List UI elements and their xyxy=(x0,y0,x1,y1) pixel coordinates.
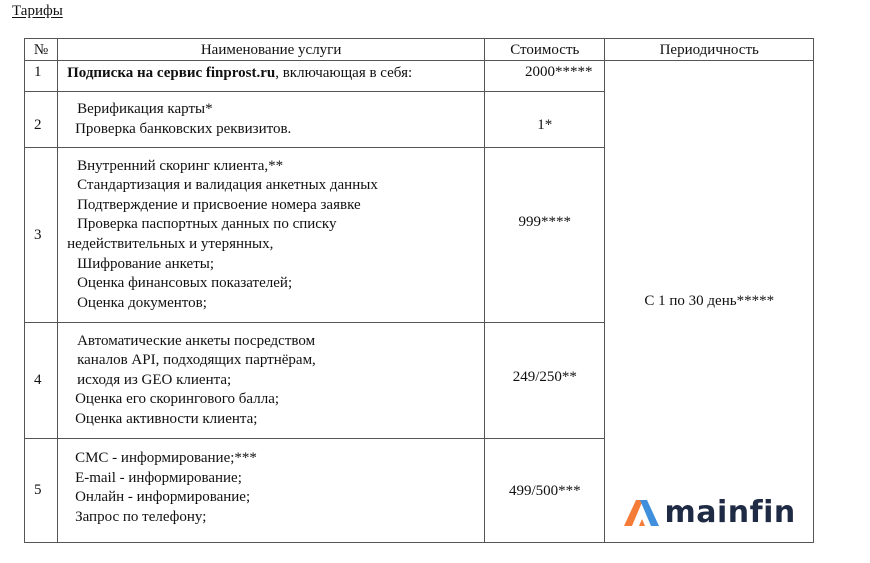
service-line: Оценка документов; xyxy=(77,294,207,311)
service-line: Проверка банковских реквизитов. xyxy=(75,120,292,137)
row-number: 2 xyxy=(25,92,58,148)
service-line: Шифрование анкеты; xyxy=(77,255,215,272)
service-line: Подтверждение и присвоение номера заявке xyxy=(77,196,361,213)
service-cost: 1* xyxy=(485,92,605,148)
row-number: 3 xyxy=(25,148,58,323)
mainfin-logo xyxy=(624,495,796,530)
row-number: 1 xyxy=(25,61,58,92)
table-header-row xyxy=(25,39,814,61)
table-row xyxy=(25,61,814,92)
service-cost: 2000***** xyxy=(485,61,605,92)
service-line: Стандартизация и валидация анкетных данных xyxy=(77,177,378,194)
service-line: Оценка активности клиента; xyxy=(75,410,258,427)
service-cost: 249/250** xyxy=(485,323,605,439)
service-line: Оценка его скорингового балла; xyxy=(75,391,280,408)
mainfin-logo-icon xyxy=(624,500,660,526)
service-cost: 499/500*** xyxy=(485,439,605,543)
row-number: 5 xyxy=(25,439,58,543)
service-line: Автоматические анкеты посредством xyxy=(77,332,316,349)
row-number: 4 xyxy=(25,323,58,439)
document-title: Тарифы xyxy=(12,3,63,19)
service-cost: 999**** xyxy=(485,148,605,323)
service-name-bold: Подписка на сервис finprost.ru xyxy=(67,65,276,81)
period-value: С 1 по 30 день***** xyxy=(644,293,775,309)
service-name-rest: , включающая в себя: xyxy=(275,65,413,81)
header-cost: Стоимость xyxy=(485,39,605,61)
service-line: СМС - информирование;*** xyxy=(75,450,257,466)
service-line: Онлайн - информирование; xyxy=(75,489,251,506)
service-line: исходя из GEO клиента; xyxy=(77,371,232,388)
service-name xyxy=(58,61,485,92)
service-line: Запрос по телефону; xyxy=(75,508,207,525)
header-num: № xyxy=(25,39,58,61)
service-name xyxy=(58,148,485,323)
period-cell xyxy=(605,61,814,543)
service-line: каналов API, подходящих партнёрам, xyxy=(77,352,316,369)
service-name xyxy=(58,92,485,148)
header-name: Наименование услуги xyxy=(58,39,485,61)
mainfin-logo-text: mainfin xyxy=(664,495,796,530)
service-line: Внутренний скоринг клиента,** xyxy=(77,157,284,174)
service-name xyxy=(58,439,485,543)
service-line: Проверка паспортных данных по списку xyxy=(77,216,337,233)
service-line: Оценка финансовых показателей; xyxy=(77,275,293,292)
service-line: недействительных и утерянных, xyxy=(67,236,274,252)
service-line: Верификация карты* xyxy=(77,100,213,117)
service-name xyxy=(58,323,485,439)
tariffs-table xyxy=(24,38,814,543)
header-period: Периодичность xyxy=(605,39,814,61)
service-line: E-mail - информирование; xyxy=(75,469,242,486)
